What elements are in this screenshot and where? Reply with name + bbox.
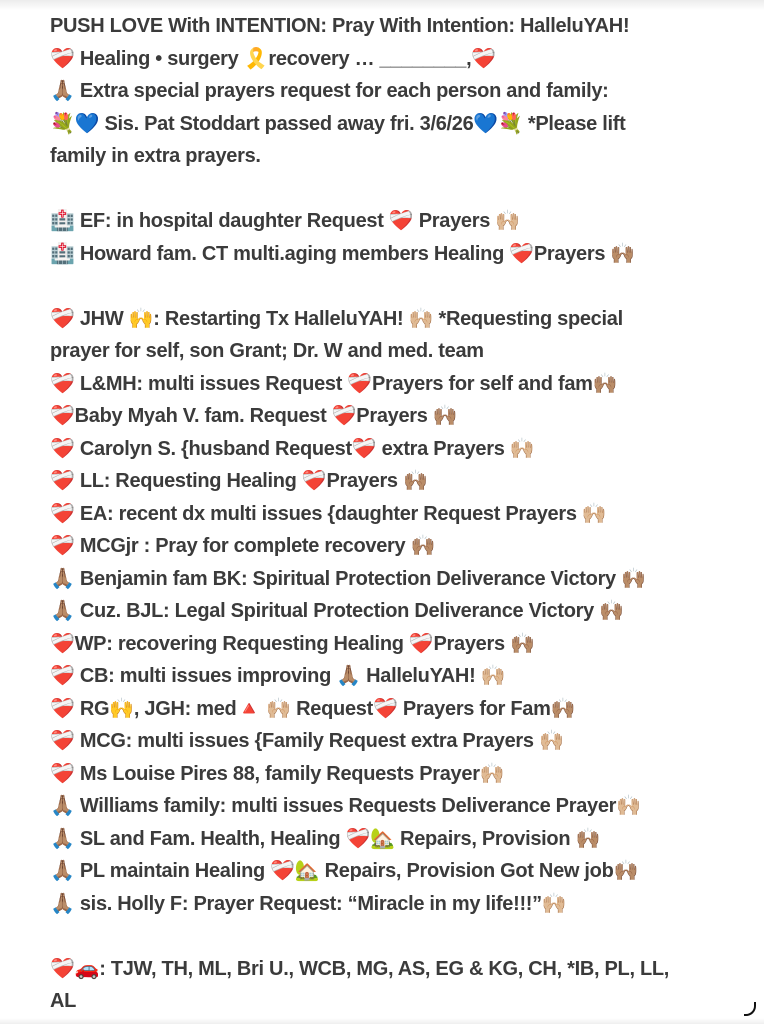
text-line: ❤️‍🩹🚗: TJW, TH, ML, Bri U., WCB, MG, AS, EG & KG, CH, *IB, PL, LL, — [50, 957, 670, 980]
text-line: ❤️‍🩹 Carolyn S. {husband Request❤️‍🩹 extra Prayers 🙌🏼 — [50, 437, 535, 460]
text-line: 🙏🏽 Cuz. BJL: Legal Spiritual Protection Deliverance Victory 🙌🏽 — [50, 600, 624, 622]
text-line: PUSH LOVE With INTENTION: Pray With Intention: HalleluYAH! — [50, 15, 630, 37]
text-line: 🏥 EF: in hospital daughter Request ❤️‍🩹 Prayers 🙌🏼 — [50, 210, 520, 232]
text-line: 🙏🏽 SL and Fam. Health, Healing ❤️‍🩹🏡 Repairs, Provision 🙌🏽 — [50, 827, 601, 850]
text-line: ❤️‍🩹Baby Myah V. fam. Request ❤️‍🩹Prayers 🙌🏽 — [50, 405, 458, 427]
text-line: ❤️‍🩹 RG🙌, JGH: med🔺 🙌🏼 Request❤️‍🩹 Prayers for Fam🙌🏽 — [50, 697, 576, 720]
text-line: ❤️‍🩹 L&MH: multi issues Request ❤️‍🩹Prayers for self and fam🙌🏽 — [50, 372, 618, 395]
text-line: ❤️‍🩹 MCGjr : Pray for complete recovery 🙌🏽 — [50, 535, 436, 557]
text-line: ❤️‍🩹 LL: Requesting Healing ❤️‍🩹Prayers 🙌🏽 — [50, 470, 428, 492]
text-line: AL — [50, 990, 77, 1012]
blank-line — [50, 270, 760, 303]
text-line: 💐💙 Sis. Pat Stoddart passed away fri. 3/6/26💙💐 *Please lift — [50, 112, 626, 135]
text-line: family in extra prayers. — [50, 145, 261, 167]
text-line: ❤️‍🩹 CB: multi issues improving 🙏🏽 HalleluYAH! 🙌🏼 — [50, 665, 506, 687]
text-line: ❤️‍🩹 EA: recent dx multi issues {daughter Request Prayers 🙌🏼 — [50, 502, 607, 525]
text-line: 🙏🏽 Benjamin fam BK: Spiritual Protection Deliverance Victory 🙌🏽 — [50, 567, 646, 590]
text-line: prayer for self, son Grant; Dr. W and med. team — [50, 340, 484, 362]
bottom-edge-shadow — [0, 1018, 764, 1024]
text-line: 🙏🏽 PL maintain Healing ❤️‍🩹🏡 Repairs, Provision Got New job🙌🏽 — [50, 860, 639, 882]
top-edge-shadow — [0, 0, 764, 10]
text-line: ❤️‍🩹 MCG: multi issues {Family Request extra Prayers 🙌🏼 — [50, 730, 564, 752]
blank-line — [50, 173, 760, 206]
text-line: ❤️‍🩹WP: recovering Requesting Healing ❤️‍🩹Prayers 🙌🏽 — [50, 632, 535, 655]
text-line: 🙏🏽 Extra special prayers request for each person and family: — [50, 80, 609, 102]
text-line: ❤️‍🩹 Ms Louise Pires 88, family Requests Prayer🙌🏼 — [50, 762, 505, 785]
blank-line — [50, 920, 760, 953]
text-line: ❤️‍🩹 JHW 🙌: Restarting Tx HalleluYAH! 🙌🏼 *Requesting special — [50, 307, 623, 330]
text-line: 🏥 Howard fam. CT multi.aging members Healing ❤️‍🩹Prayers 🙌🏽 — [50, 242, 636, 265]
text-line: 🙏🏽 sis. Holly F: Prayer Request: “Miracle in my life!!!”🙌🏼 — [50, 892, 567, 915]
text-line: ❤️‍🩹 Healing • surgery 🎗️recovery … ________,❤️‍🩹 — [50, 47, 496, 70]
text-line: 🙏🏽 Williams family: multi issues Requests Deliverance Prayer🙌🏼 — [50, 795, 641, 817]
prayer-list-document — [50, 10, 760, 1018]
